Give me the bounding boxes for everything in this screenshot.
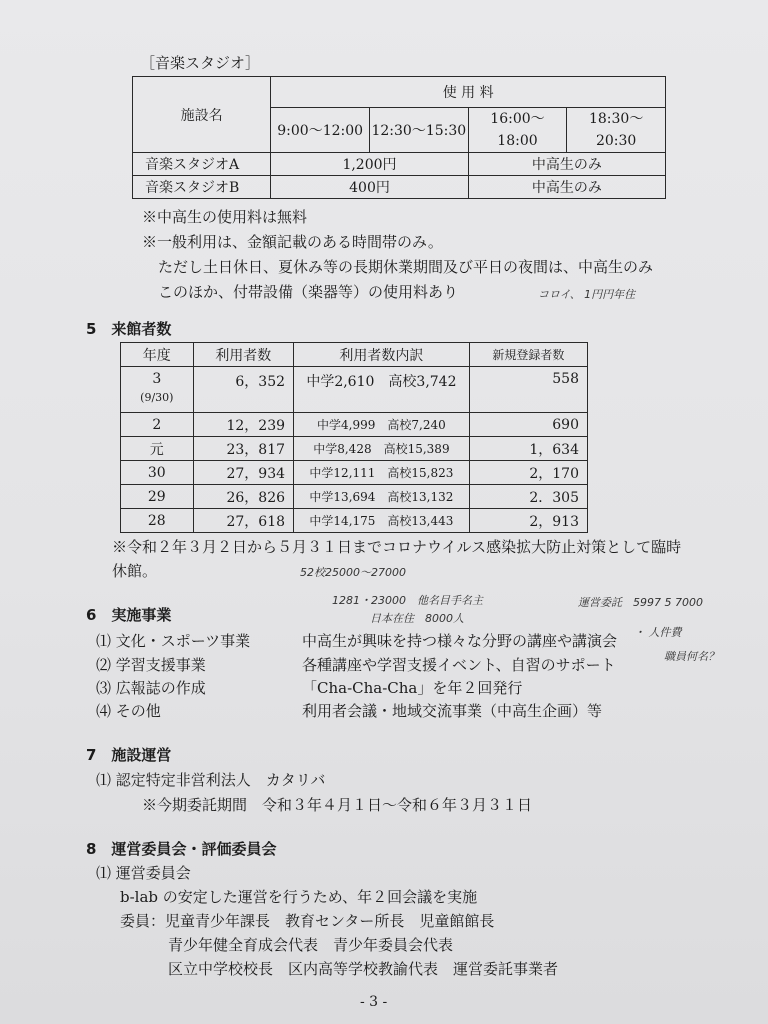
section-6-heading: 6 実施事業	[86, 606, 172, 624]
table-row	[121, 437, 588, 461]
breakdown-cell: 中学12,111 高校15,823	[294, 461, 470, 485]
header-fee: 使 用 料	[271, 77, 666, 108]
year-cell: 元	[121, 437, 194, 461]
studio-a-note: 中高生のみ	[468, 153, 665, 176]
slot-3: 16:00～ 18:00	[468, 108, 567, 153]
users-cell: 12，239	[193, 413, 293, 437]
committee-sub: ⑴ 運営委員会	[96, 864, 191, 882]
project-desc: 「Cha-Cha-Cha」を年２回発行	[302, 679, 523, 697]
new-cell: 2，170	[469, 461, 587, 485]
breakdown-cell: 中学13,694 高校13,132	[294, 485, 470, 509]
handwritten-note-1: 1281・23000 他名目手名主	[332, 594, 483, 607]
slot-1: 9:00～12:00	[271, 108, 370, 153]
new-cell: 558	[469, 367, 587, 413]
table-row	[121, 461, 588, 485]
section-8-heading: 8 運営委員会・評価委員会	[86, 840, 277, 858]
table-row	[121, 367, 588, 413]
studio-note-3: ただし土日休日、夏休み等の長期休業期間及び平日の夜間は、中高生のみ	[158, 258, 654, 276]
studio-note-2: ※一般利用は、金額記載のある時間帯のみ。	[142, 233, 443, 251]
new-cell: 2．305	[469, 485, 587, 509]
users-cell: 27，934	[193, 461, 293, 485]
project-desc: 各種講座や学習支援イベント、自習のサポート	[302, 656, 616, 674]
handwritten-note-4: ・ 人件費	[634, 626, 682, 639]
new-cell: 690	[469, 413, 587, 437]
page-number: - 3 -	[360, 994, 388, 1010]
project-label: ⑶ 広報誌の作成	[96, 679, 206, 697]
visitors-table	[120, 342, 588, 533]
studio-b-name: 音楽スタジオB	[133, 176, 271, 199]
col-users: 利用者数	[193, 343, 293, 367]
section-5-heading: 5 来館者数	[86, 320, 172, 338]
committee-line-1: b-lab の安定した運営を行うため、年２回会議を実施	[120, 888, 478, 906]
committee-line-4: 区立中学校校長 区内高等学校教諭代表 運営委託事業者	[168, 960, 559, 978]
year-sub-cell: (9/30)	[140, 391, 174, 404]
studio-title: ［音楽スタジオ］	[140, 54, 261, 72]
handwritten-note-studio: コロイ、 1円円年住	[538, 288, 636, 301]
col-year: 年度	[121, 343, 194, 367]
users-cell: 26，826	[193, 485, 293, 509]
users-cell: 27，618	[193, 509, 293, 533]
users-cell: 6，352	[193, 367, 293, 413]
operation-note: ※今期委託期間 令和３年４月１日～令和６年３月３１日	[142, 796, 533, 814]
project-label: ⑵ 学習支援事業	[96, 656, 206, 674]
section-7-heading: 7 施設運営	[86, 746, 172, 764]
breakdown-cell: 中学8,428 高校15,389	[294, 437, 470, 461]
col-new: 新規登録者数	[469, 343, 587, 367]
new-cell: 2，913	[469, 509, 587, 533]
visitors-note-1: ※令和２年３月２日から５月３１日までコロナウイルス感染拡大防止対策として臨時	[112, 538, 682, 556]
breakdown-cell: 中学14,175 高校13,443	[294, 509, 470, 533]
studio-b-note: 中高生のみ	[468, 176, 665, 199]
col-breakdown: 利用者数内訳	[294, 343, 470, 367]
operation-item: ⑴ 認定特定非営利法人 カタリバ	[96, 771, 326, 789]
handwritten-note-visitors: 52校25000～27000	[300, 566, 406, 579]
year-cell: 2	[121, 413, 194, 437]
handwritten-note-5: 職員何名？	[664, 650, 719, 663]
header-facility: 施設名	[133, 77, 271, 153]
visitors-note-2: 休館。	[112, 562, 158, 580]
studio-note-1: ※中高生の使用料は無料	[142, 208, 308, 226]
users-cell: 23，817	[193, 437, 293, 461]
project-label: ⑴ 文化・スポーツ事業	[96, 632, 251, 650]
breakdown-cell: 中学4,999 高校7,240	[294, 413, 470, 437]
studio-b-fee: 400円	[271, 176, 468, 199]
slot-2: 12:30～15:30	[370, 108, 469, 153]
project-label: ⑷ その他	[96, 702, 161, 720]
year-cell: 3	[152, 371, 162, 387]
slot-4: 18:30～ 20:30	[567, 108, 666, 153]
handwritten-note-2: 日本在住 8000人	[370, 612, 464, 625]
table-row	[121, 413, 588, 437]
studio-fee-table	[132, 76, 666, 199]
committee-line-2: 委員：児童青少年課長 教育センター所長 児童館館長	[120, 912, 495, 930]
project-desc: 中高生が興味を持つ様々な分野の講座や講演会	[302, 632, 618, 650]
year-cell: 28	[121, 509, 194, 533]
handwritten-note-3: 運営委託 5997 5 7000	[578, 596, 703, 609]
table-row	[121, 485, 588, 509]
studio-a-fee: 1,200円	[271, 153, 468, 176]
studio-note-4: このほか、付帯設備（楽器等）の使用料あり	[158, 283, 459, 301]
table-row	[121, 509, 588, 533]
breakdown-cell: 中学2,610 高校3,742	[294, 367, 470, 413]
year-cell: 29	[121, 485, 194, 509]
studio-a-name: 音楽スタジオA	[133, 153, 271, 176]
committee-line-3: 青少年健全育成会代表 青少年委員会代表	[168, 936, 454, 954]
new-cell: 1，634	[469, 437, 587, 461]
year-cell: 30	[121, 461, 194, 485]
project-desc: 利用者会議・地域交流事業（中高生企画）等	[302, 702, 603, 720]
